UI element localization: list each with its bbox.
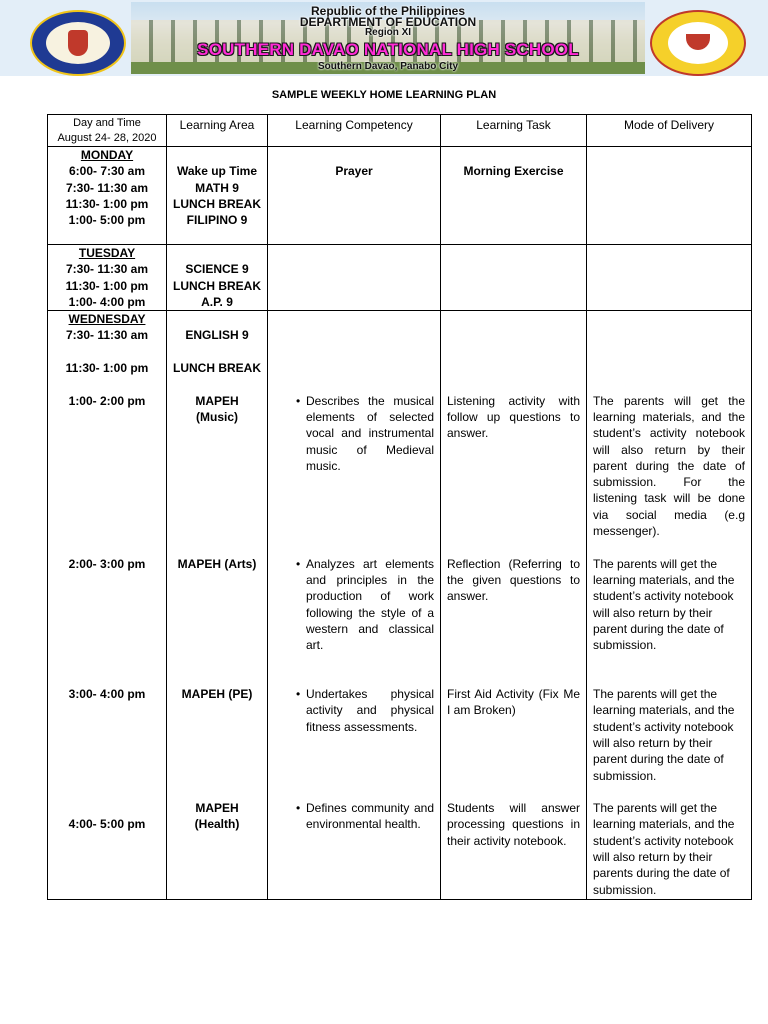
day-label-wednesday: WEDNESDAY xyxy=(68,312,146,327)
header-learning-task: Learning Task xyxy=(441,115,587,147)
tuesday-mode xyxy=(587,245,752,311)
monday-learning-area xyxy=(167,147,268,245)
table-row-tuesday xyxy=(48,245,752,311)
time-slot: 7:30- 11:30 am xyxy=(65,328,149,343)
school-banner xyxy=(131,2,645,74)
day-label-tuesday: TUESDAY xyxy=(78,246,136,260)
header-learning-area: Learning Area xyxy=(167,115,268,147)
area-item: SCIENCE 9 xyxy=(185,262,249,277)
time-slot: 11:30- 1:00 pm xyxy=(65,278,149,293)
letterhead xyxy=(0,0,768,76)
task-health: Students will answer processing questions in their activity notebook. xyxy=(447,801,580,848)
area-item: MATH 9 xyxy=(195,180,239,195)
area-item: A.P. 9 xyxy=(201,294,233,309)
area-item: LUNCH BREAK xyxy=(173,361,261,376)
day-label-monday: MONDAY xyxy=(80,148,134,162)
school-seal-icon xyxy=(650,10,746,76)
area-item: Wake up Time xyxy=(176,164,258,179)
table-header-row xyxy=(48,115,752,147)
deped-seal-icon xyxy=(30,10,126,76)
school-address: Southern Davao, Panabo City xyxy=(317,61,459,72)
wednesday-learning-area xyxy=(167,311,268,900)
area-item: MAPEH xyxy=(195,393,239,408)
monday-day-time xyxy=(48,147,167,245)
area-item: MAPEH xyxy=(195,801,239,816)
competency-arts: • Analyzes art elements and principles in the production of work following the style of a western and classical art. xyxy=(296,556,434,653)
area-item: MAPEH (PE) xyxy=(181,687,253,702)
document-title: SAMPLE WEEKLY HOME LEARNING PLAN xyxy=(271,89,497,101)
mode-pe: The parents will get the learning materials, and the student’s activity notebook will also return by their parent during the date of submission. xyxy=(593,687,735,783)
time-slot: 3:00- 4:00 pm xyxy=(68,687,146,702)
area-item: (Health) xyxy=(194,817,240,832)
table-row-wednesday xyxy=(48,311,752,900)
time-slot: 4:00- 5:00 pm xyxy=(68,817,146,832)
time-slot: 1:00- 4:00 pm xyxy=(68,294,146,309)
competency-health: • Defines community and environmental health. xyxy=(296,801,434,832)
time-slot: 7:30- 11:30 am xyxy=(65,262,149,277)
area-item: (Music) xyxy=(196,409,238,424)
task-arts: Reflection (Referring to the given questions to answer. xyxy=(447,556,580,604)
area-item: FILIPINO 9 xyxy=(186,213,248,228)
region-line: Region XI xyxy=(364,27,412,38)
monday-task xyxy=(441,147,587,245)
time-slot: 11:30- 1:00 pm xyxy=(65,196,149,211)
monday-competency xyxy=(268,147,441,245)
tuesday-task xyxy=(441,245,587,311)
competency-pe: • Undertakes physical activity and physical fitness assessments. xyxy=(296,687,434,734)
department-line: DEPARTMENT OF EDUCATION xyxy=(299,15,477,29)
area-item: LUNCH BREAK xyxy=(173,278,261,293)
competency-music: • Describes the musical elements of selected vocal and instrumental music of Medieval music. xyxy=(296,393,434,473)
header-mode-of-delivery: Mode of Delivery xyxy=(587,115,752,147)
mode-health: The parents will get the learning materials, and the student’s activity notebook will also return by their parents during the date of submission. xyxy=(593,801,735,897)
republic-line: Republic of the Philippines xyxy=(310,4,465,18)
header-learning-competency: Learning Competency xyxy=(268,115,441,147)
table-row-monday xyxy=(48,147,752,245)
competency-prayer: Prayer xyxy=(335,164,373,179)
wednesday-mode xyxy=(587,311,752,900)
time-slot: 11:30- 1:00 pm xyxy=(65,361,149,376)
time-slot: 7:30- 11:30 am xyxy=(65,180,149,195)
time-slot: 1:00- 5:00 pm xyxy=(68,213,146,228)
tuesday-learning-area xyxy=(167,245,268,311)
area-item: MAPEH (Arts) xyxy=(177,556,257,571)
tuesday-competency xyxy=(268,245,441,311)
monday-mode xyxy=(587,147,752,245)
wednesday-competency xyxy=(268,311,441,900)
area-item: LUNCH BREAK xyxy=(173,196,261,211)
task-morning-exercise: Morning Exercise xyxy=(463,164,564,179)
learning-plan-table xyxy=(47,114,752,900)
header-day-time-label: Day and Time xyxy=(73,117,141,129)
header-day-time xyxy=(48,115,167,147)
wednesday-task xyxy=(441,311,587,900)
time-slot: 1:00- 2:00 pm xyxy=(68,393,146,408)
mode-arts: The parents will get the learning materials, and the student’s activity notebook will also return by their parent during the date of submission. xyxy=(593,556,735,653)
time-slot: 6:00- 7:30 am xyxy=(68,164,146,179)
task-music: Listening activity with follow up questions to answer. xyxy=(447,393,580,441)
time-slot: 2:00- 3:00 pm xyxy=(68,556,146,571)
header-date-range: August 24- 28, 2020 xyxy=(57,132,157,144)
mode-music: The parents will get the learning materials, and the student’s activity notebook will also return by their parent during the date of submission. For the listening task will be done via social media (e.g messenger). xyxy=(593,393,745,539)
wednesday-day-time xyxy=(48,311,167,900)
tuesday-day-time xyxy=(48,245,167,311)
task-pe: First Aid Activity (Fix Me I am Broken) xyxy=(447,687,580,718)
school-name: SOUTHERN DAVAO NATIONAL HIGH SCHOOL xyxy=(197,40,579,59)
area-item: ENGLISH 9 xyxy=(185,328,249,343)
